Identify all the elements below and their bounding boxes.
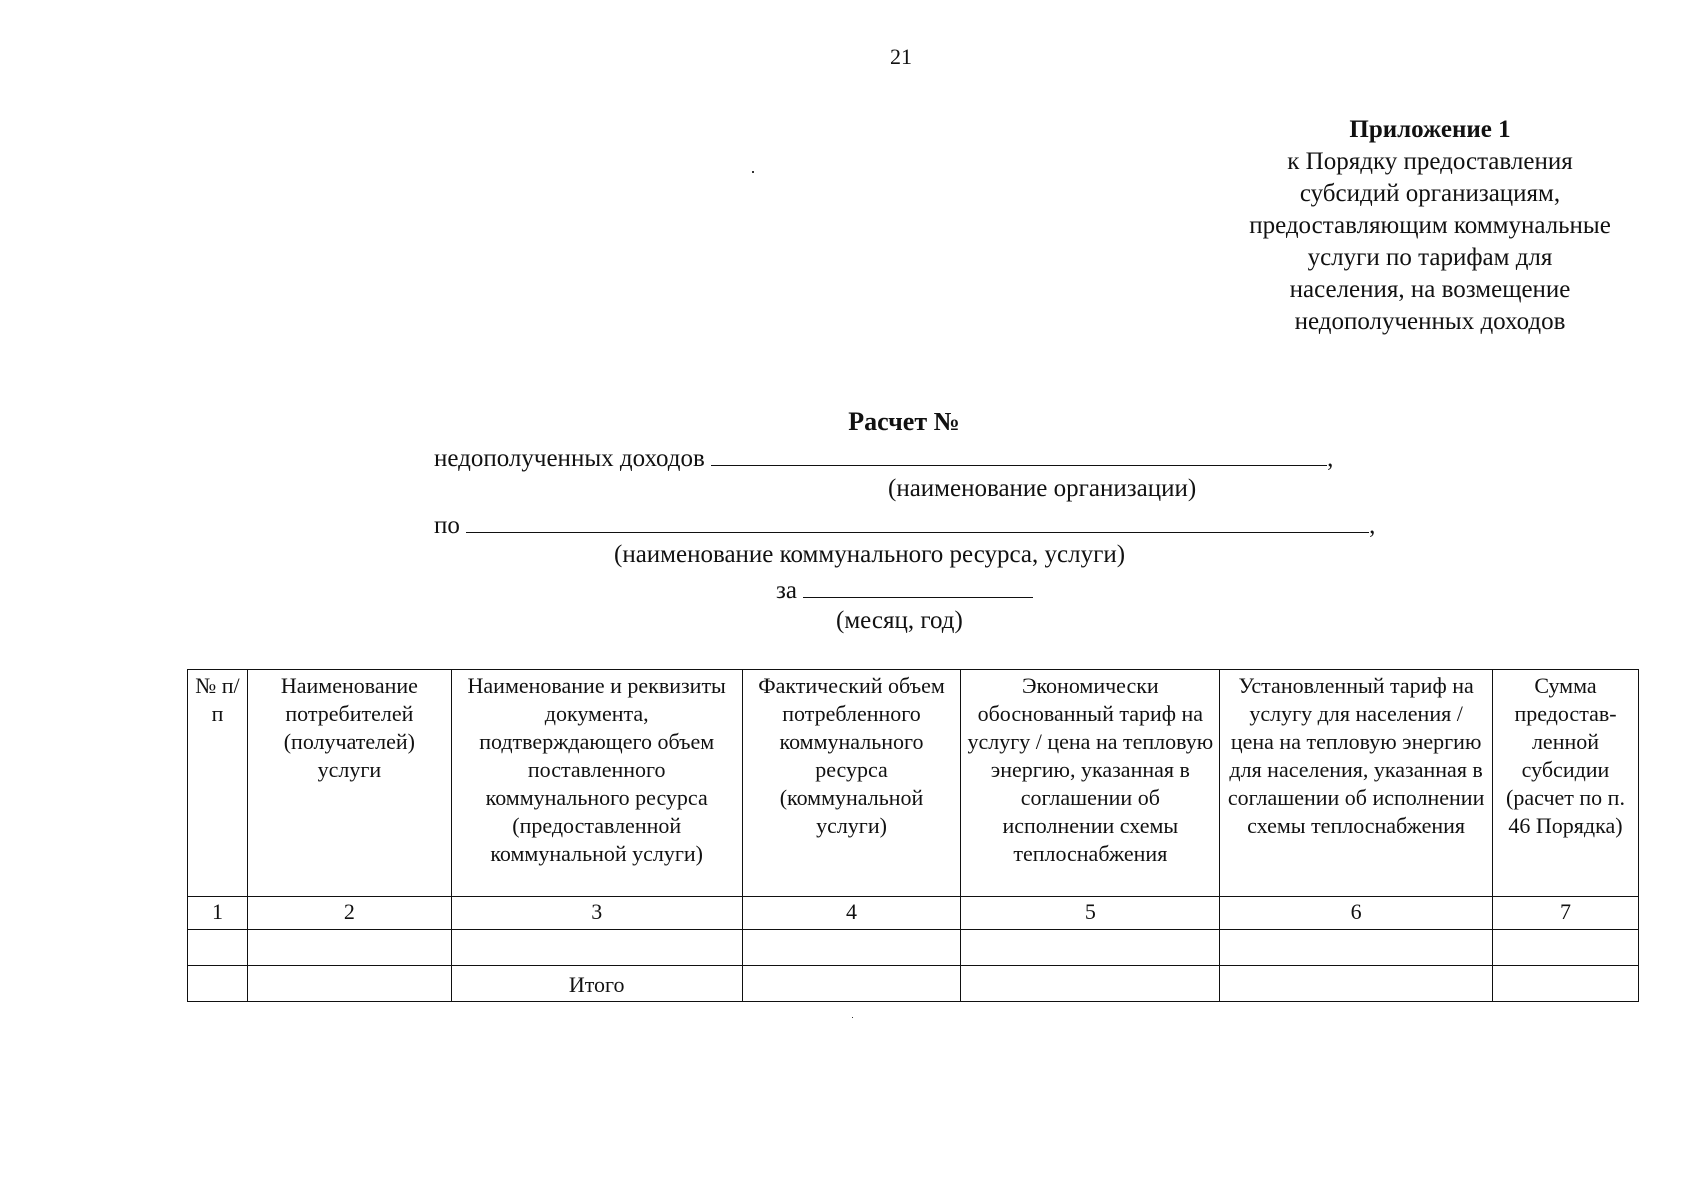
period-line <box>776 575 1033 605</box>
column-number-row <box>188 897 1639 930</box>
header-cell-document: Наименование и реквизиты документа, подтверждающего объем поставленного коммунального ресурса (предоставленной коммунальной услуги) <box>451 670 742 897</box>
scan-speck <box>752 171 754 173</box>
organization-blank[interactable] <box>711 443 1327 466</box>
appendix-title: Приложение 1 <box>1349 116 1511 143</box>
empty-cell[interactable] <box>1493 966 1639 1002</box>
empty-cell[interactable] <box>188 930 248 966</box>
appendix-line: услуги по тарифам для <box>1307 244 1553 271</box>
table-header-row <box>188 670 1639 897</box>
column-number-cell: 6 <box>1220 897 1493 930</box>
appendix-block <box>1205 114 1655 338</box>
empty-cell[interactable] <box>1220 966 1493 1002</box>
header-cell-consumers: Наименование потребителей (получателей) услуги <box>247 670 451 897</box>
appendix-line: населения, на возмещение <box>1289 276 1571 303</box>
resource-line-prefix: по <box>434 512 460 539</box>
empty-cell[interactable] <box>1220 930 1493 966</box>
scan-speck <box>852 1017 853 1018</box>
header-cell-subsidy-sum: Сумма предостав-ленной субсидии (расчет по п. 46 Порядка) <box>1493 670 1639 897</box>
header-cell-economic-tariff: Экономически обоснованный тариф на услугу / цена на тепловую энергию, указанная в соглашении об исполнении схемы теплоснабжения <box>961 670 1220 897</box>
resource-line-suffix: , <box>1369 512 1376 539</box>
empty-cell[interactable] <box>961 966 1220 1002</box>
calculation-title: Расчет № <box>848 407 960 436</box>
empty-cell[interactable] <box>247 966 451 1002</box>
column-number-cell: 4 <box>742 897 961 930</box>
empty-cell[interactable] <box>1493 930 1639 966</box>
column-number-cell: 7 <box>1493 897 1639 930</box>
period-caption: (месяц, год) <box>836 607 963 634</box>
column-number-cell: 2 <box>247 897 451 930</box>
total-label: Итого <box>451 966 742 1002</box>
period-line-prefix: за <box>776 577 797 604</box>
empty-cell[interactable] <box>247 930 451 966</box>
empty-cell[interactable] <box>961 930 1220 966</box>
organization-caption: (наименование организации) <box>888 475 1197 502</box>
empty-cell[interactable] <box>742 930 961 966</box>
organization-line-prefix: недополученных доходов <box>434 445 705 472</box>
header-cell-actual-volume: Фактический объем потребленного коммунального ресурса (коммунальной услуги) <box>742 670 961 897</box>
resource-blank[interactable] <box>466 510 1369 533</box>
appendix-line: недополученных доходов <box>1294 308 1566 335</box>
empty-cell[interactable] <box>451 930 742 966</box>
total-row <box>188 966 1639 1002</box>
header-cell-population-tariff: Установленный тариф на услугу для населения / цена на тепловую энергию для населения, указанная в соглашении об исполнении схемы теплоснабжения <box>1220 670 1493 897</box>
table-row <box>188 930 1639 966</box>
calculation-table <box>187 669 1639 1002</box>
appendix-line: предоставляющим коммунальные <box>1249 212 1611 239</box>
organization-line <box>434 443 1333 473</box>
appendix-line: субсидий организациям, <box>1299 180 1561 207</box>
empty-cell[interactable] <box>188 966 248 1002</box>
appendix-line: к Порядку предоставления <box>1287 148 1573 175</box>
organization-line-suffix: , <box>1327 445 1334 472</box>
resource-line <box>434 510 1375 540</box>
resource-caption: (наименование коммунального ресурса, услуги) <box>614 541 1126 568</box>
page-number: 21 <box>890 44 912 69</box>
period-blank[interactable] <box>803 575 1033 598</box>
header-cell-number: № п/п <box>188 670 248 897</box>
column-number-cell: 5 <box>961 897 1220 930</box>
column-number-cell: 3 <box>451 897 742 930</box>
column-number-cell: 1 <box>188 897 248 930</box>
empty-cell[interactable] <box>742 966 961 1002</box>
